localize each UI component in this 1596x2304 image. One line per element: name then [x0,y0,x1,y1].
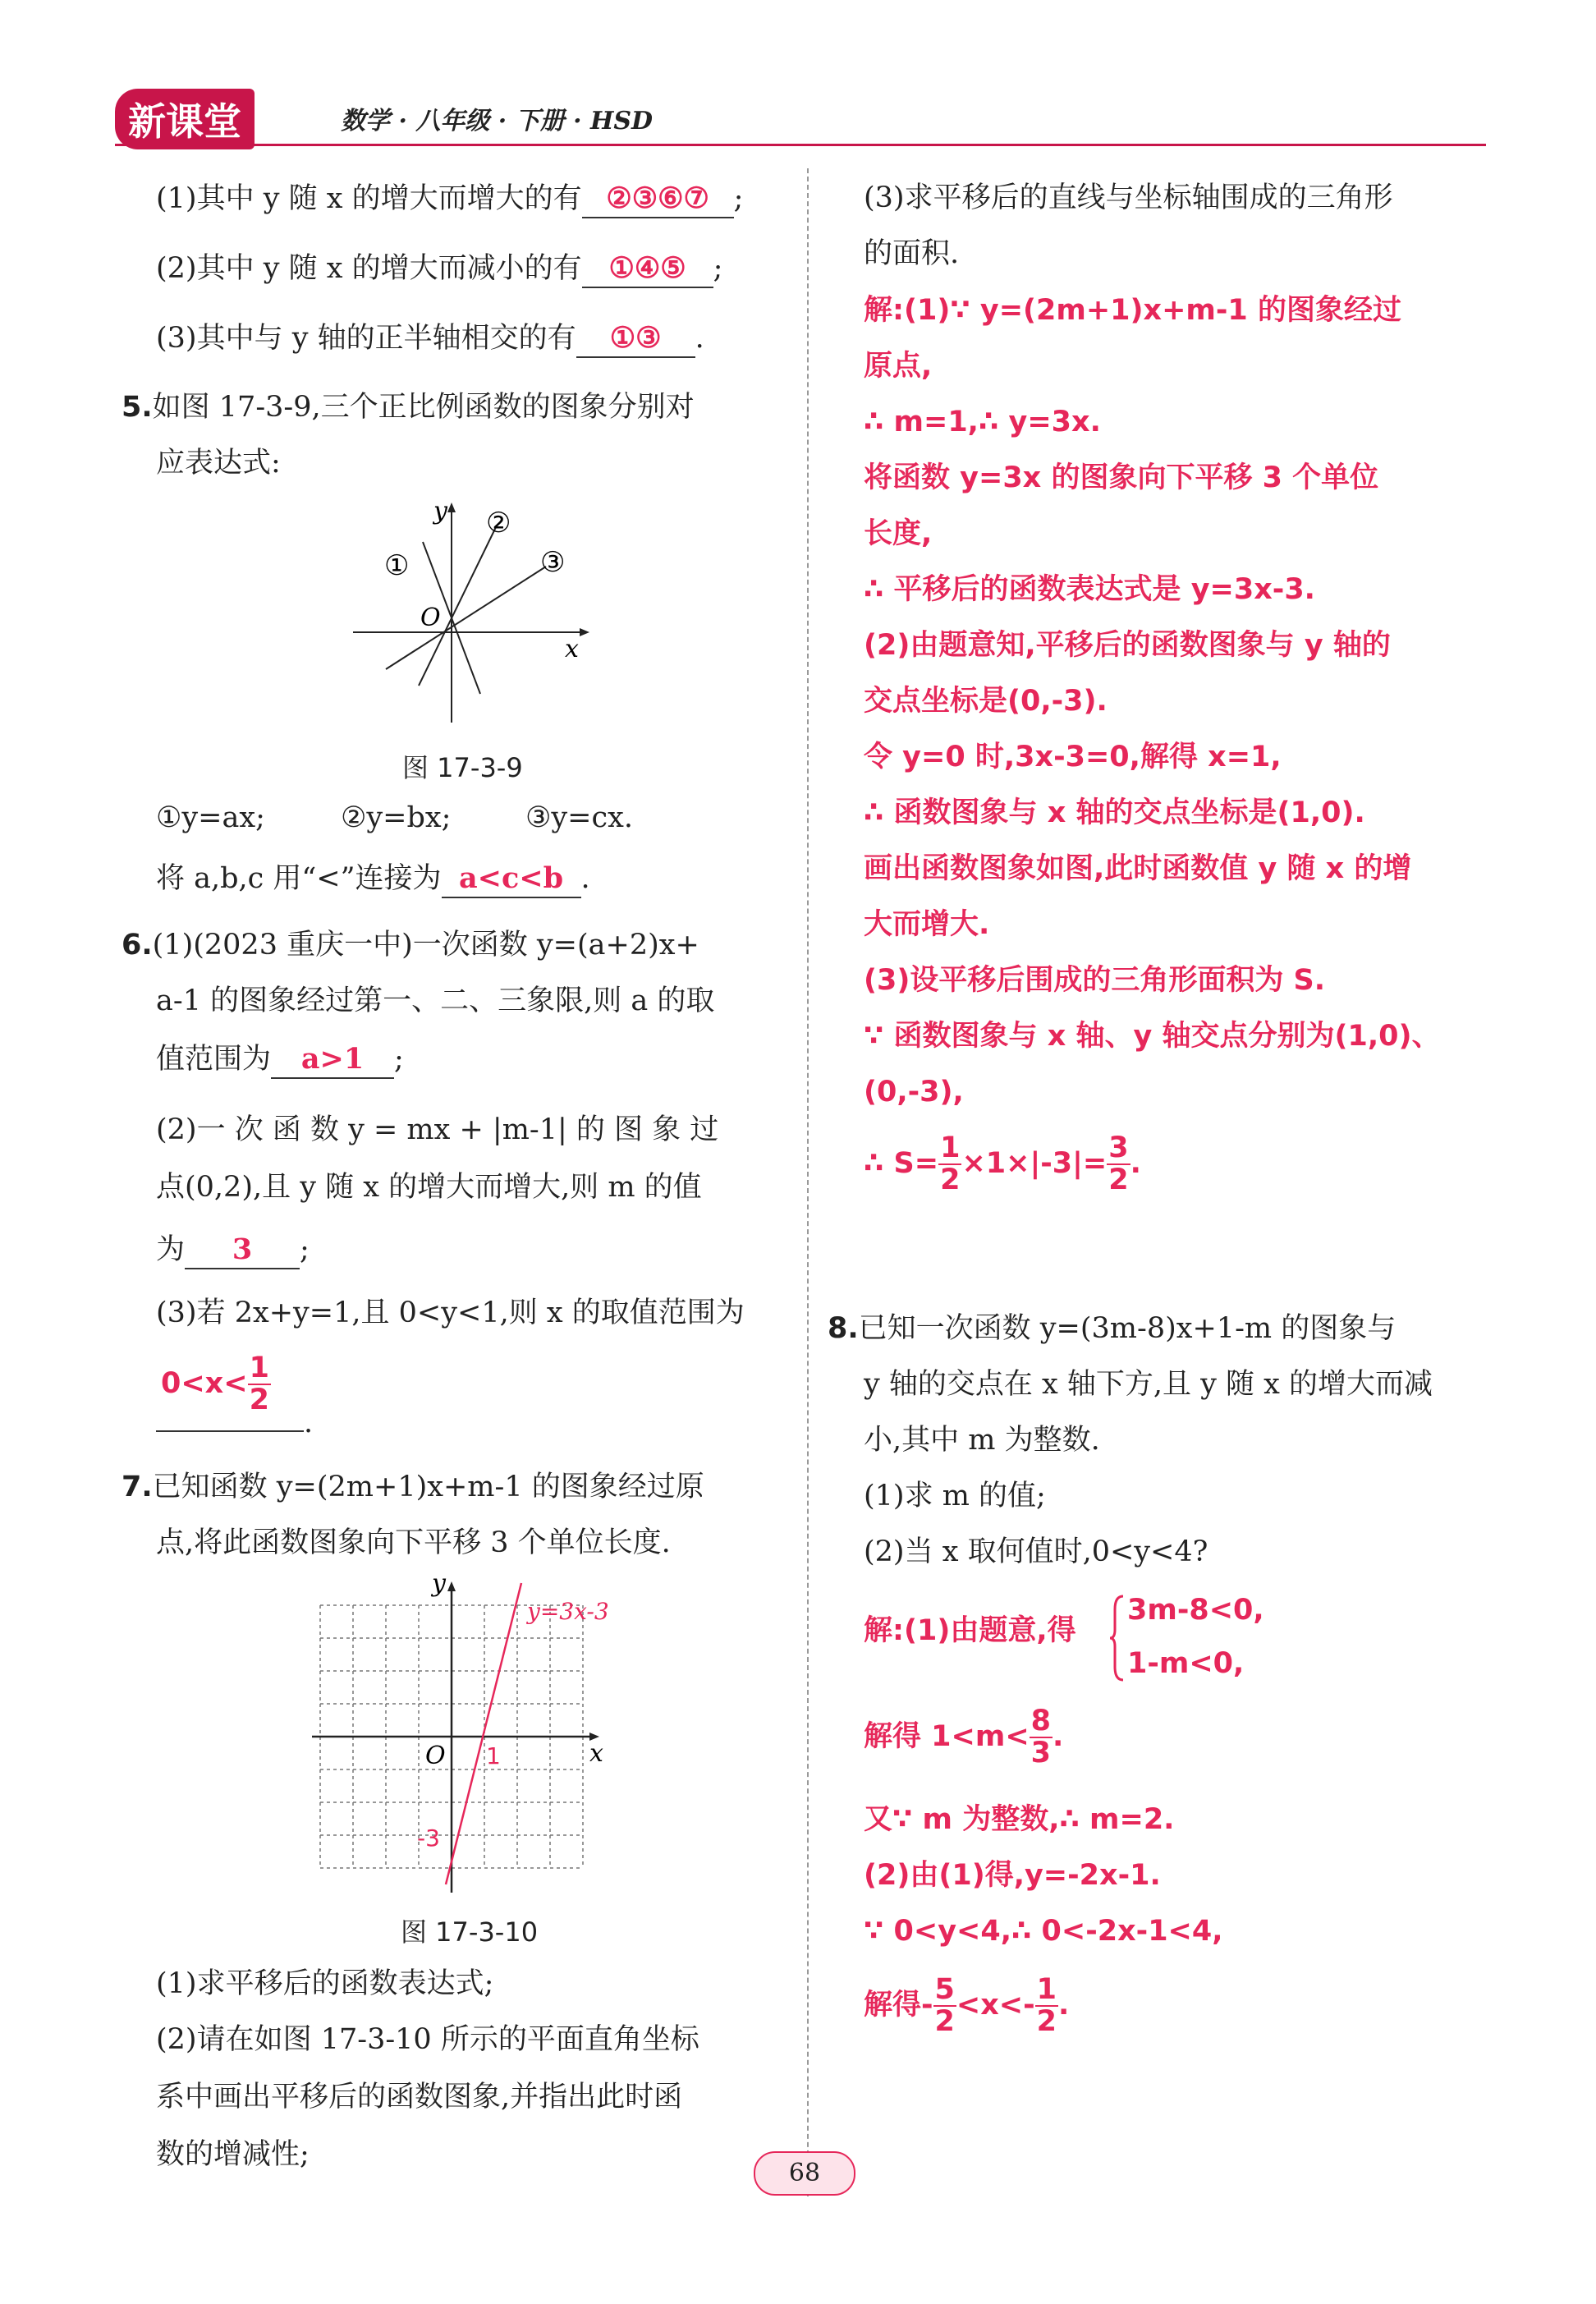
sol8-solve-frac [1030,1706,1053,1769]
page-number: 68 [754,2151,855,2196]
sol7-line-4: 将函数 y=3x 的图象向下平移 3 个单位 [864,461,1379,494]
sol7-area-end: . [1130,1146,1141,1180]
q4-part3-end: . [695,322,704,355]
q4-part2-answer: ①④⑤ [582,250,713,288]
q8-text3: 小,其中 m 为整数. [864,1424,1100,1457]
sol8-sys1: 3m-8<0, [1127,1594,1264,1627]
sol8-final-d1: 2 [934,2004,955,2038]
figure-17-3-9 [345,493,608,731]
sol7-line-6: ∴ 平移后的函数表达式是 y=3x-3. [864,573,1315,606]
fig1-origin-label: O [420,604,441,632]
fig2-graph-line [446,1583,521,1884]
sol7-result-num: 3 [1108,1131,1129,1164]
q8-line1 [828,1311,1396,1347]
sol7-line-1: 解:(1)∵ y=(2m+1)x+m-1 的图象经过 [864,294,1401,327]
q6-part3-text1: (3)若 2x+y=1,且 0<y<1,则 x 的取值范围为 [156,1297,745,1329]
fig2-neg3-label: -3 [417,1824,440,1852]
q4-part2-text: (2)其中 y 随 x 的增大而减小的有 [156,252,582,285]
column-divider [807,168,809,2196]
q5-expr3: ③y=cx. [525,801,633,834]
sol8-solve-end: . [1053,1719,1064,1753]
fig1-x-arrow [580,628,589,636]
sol8-part2a: (2)由(1)得,y=-2x-1. [864,1859,1161,1892]
sol7-line-11: 画出函数图象如图,此时函数值 y 随 x 的增 [864,852,1412,885]
q4-part3-text: (3)其中与 y 轴的正半轴相交的有 [156,322,576,355]
sol8-final-pre: 解得- [864,1988,933,2022]
q6-part3-answer-pre: 0<x< [161,1366,248,1400]
sol8-part2b: ∵ 0<y<4,∴ 0<-2x-1<4, [864,1915,1223,1948]
q7-number: 7. [122,1471,153,1503]
q4-part2-end: ; [713,252,723,285]
sol7-line-2: 原点, [864,350,933,383]
fig1-label-3: ③ [540,546,566,579]
sol7-line-7: (2)由题意知,平移后的函数图象与 y 轴的 [864,629,1391,662]
sol7-line-14: ∵ 函数图象与 x 轴、y 轴交点分别为(1,0)、 [864,1020,1441,1053]
q6-line1 [122,928,699,964]
sol7-area-pre: ∴ S= [864,1146,939,1180]
q5-line1 [122,390,695,426]
sol8-solve [864,1706,1063,1769]
sol7-line-9: 令 y=0 时,3x-3=0,解得 x=1, [864,741,1282,773]
brace-icon [1108,1593,1126,1683]
header-title: 数学 · 八年级 · 下册 · HSD [341,107,654,135]
fig2-y-label: y [432,1577,446,1598]
fig2-y-arrow [447,1581,456,1591]
q6-number: 6. [122,929,153,962]
sol7-result-den: 2 [1108,1163,1129,1196]
sol7-line-5: 长度, [864,517,933,550]
q4-part2 [156,250,722,288]
sol8-final-d2: 2 [1036,2004,1057,2038]
q4-part1-answer: ②③⑥⑦ [582,181,734,218]
q7-text2: 点,将此函数图象向下平移 3 个单位长度. [156,1526,671,1559]
fig1-label-2: ② [486,507,511,539]
logo-text: 新课堂 [115,89,255,149]
header-rule [115,144,1486,146]
q8-part2: (2)当 x 取何值时,0<y<4? [864,1535,1208,1568]
sol8-int: 又∵ m 为整数,∴ m=2. [864,1803,1175,1836]
q6-part1-text3: 值范围为 [156,1043,272,1076]
q5-join-end: . [580,862,590,895]
q6-part3-blank [156,1430,304,1432]
sol8-sys2: 1-m<0, [1127,1647,1245,1680]
q5-expr2: ②y=bx; [341,801,452,834]
figure-17-3-10 [304,1577,632,1897]
sol7-area-mid: ×1×|-3|= [961,1146,1108,1180]
fig1-caption: 图 17-3-9 [402,752,523,783]
q6-part2-text1: (2)一 次 函 数 y = mx + |m-1| 的 图 象 过 [156,1113,719,1146]
q7-part3-text2: 的面积. [864,237,960,270]
fig2-origin-label: O [425,1742,446,1770]
fig1-x-label: x [565,635,579,663]
q6-part1-end: ; [394,1043,404,1076]
q6-part3-line [156,1406,313,1442]
q7-line1 [122,1470,704,1506]
sol8-final-frac2 [1035,1975,1058,2037]
q7-part2-text1: (2)请在如图 17-3-10 所示的平面直角坐标 [156,2023,699,2056]
q5-line2: 应表达式: [156,447,281,480]
q5-text1: 如图 17-3-9,三个正比例函数的图象分别对 [152,391,695,424]
q8-number: 8. [828,1312,859,1345]
sol7-line-15: (0,-3), [864,1076,964,1108]
q5-number: 5. [122,391,153,424]
fig2-line-label: y=3x-3 [527,1598,609,1625]
q6-part1-text1: (1)(2023 重庆一中)一次函数 y=(a+2)x+ [152,929,699,962]
q6-part2-end: ; [300,1233,310,1266]
q7-part3-text1: (3)求平移后的直线与坐标轴围成的三角形 [864,181,1393,214]
sol7-line-13: (3)设平移后围成的三角形面积为 S. [864,964,1326,997]
sol8-brace [1108,1593,1126,1687]
q6-part1-text2: a-1 的图象经过第一、二、三象限,则 a 的取 [156,984,715,1017]
q6-part2-text3: 为 [156,1233,186,1266]
fig1-label-1: ① [384,549,410,582]
fig1-y-arrow [447,503,456,512]
sol8-final-n1: 5 [934,1973,955,2006]
sol7-line-3: ∴ m=1,∴ y=3x. [864,406,1101,438]
fig2-x-label: x [589,1739,603,1768]
fig2-one-label: 1 [486,1742,501,1769]
q5-join [156,861,590,898]
sol7-line-8: 交点坐标是(0,-3). [864,685,1108,718]
q7-text1: 已知函数 y=(2m+1)x+m-1 的图象经过原 [152,1471,704,1503]
q6-part1-answer: a>1 [271,1041,394,1079]
sol7-line-12: 大而增大. [864,908,990,941]
sol7-half [938,1133,961,1196]
q5-join-text: 将 a,b,c 用“<”连接为 [156,862,442,895]
sol7-half-den: 2 [940,1163,961,1196]
q6-part2-line3 [156,1232,310,1269]
q4-part1 [156,181,743,218]
q6-part1-line3 [156,1041,404,1079]
sol8-system [864,1613,1076,1650]
q7-part2-text2: 系中画出平移后的函数图象,并指出此时函 [156,2081,683,2114]
sol7-line-10: ∴ 函数图象与 x 轴的交点坐标是(1,0). [864,796,1365,829]
sol8-final [864,1975,1069,2037]
header-logo [115,89,255,149]
q4-part3 [156,320,704,358]
q6-part2-text2: 点(0,2),且 y 随 x 的增大而增大,则 m 的值 [156,1171,702,1204]
q8-part1: (1)求 m 的值; [864,1480,1046,1512]
sol8-solve-den: 3 [1030,1736,1052,1769]
sol7-half-num: 1 [940,1131,961,1164]
sol8-final-end: . [1058,1988,1070,2022]
q4-part1-end: ; [733,182,744,215]
q8-text2: y 轴的交点在 x 轴下方,且 y 随 x 的增大而减 [864,1368,1433,1401]
q7-part2-text3: 数的增减性; [156,2138,310,2171]
sol8-final-mid: <x<- [956,1988,1035,2022]
sol7-result [1107,1133,1130,1196]
sol8-final-frac1 [933,1975,956,2037]
q6-part3-frac-num: 1 [249,1352,269,1384]
fig1-y-label: y [433,497,447,526]
q6-part3-end: . [304,1407,314,1439]
sol8-final-n2: 1 [1036,1973,1057,2006]
q7-part1: (1)求平移后的函数表达式; [156,1967,494,2000]
q5-expr1: ①y=ax; [156,801,265,834]
sol8-solve-num: 8 [1030,1705,1052,1737]
fig2-caption: 图 17-3-10 [401,1916,539,1948]
sol8-pre: 解:(1)由题意,得 [864,1614,1076,1647]
q4-part1-text: (1)其中 y 随 x 的增大而增大的有 [156,182,582,215]
q6-part3-frac-den: 2 [249,1383,269,1416]
q5-join-answer: a<c<b [442,861,581,898]
q4-part3-answer: ①③ [576,320,695,358]
q8-text1: 已知一次函数 y=(3m-8)x+1-m 的图象与 [858,1312,1396,1345]
sol7-area [864,1133,1141,1196]
q6-part2-answer: 3 [185,1232,300,1269]
sol8-solve-pre: 解得 1<m< [864,1719,1030,1753]
